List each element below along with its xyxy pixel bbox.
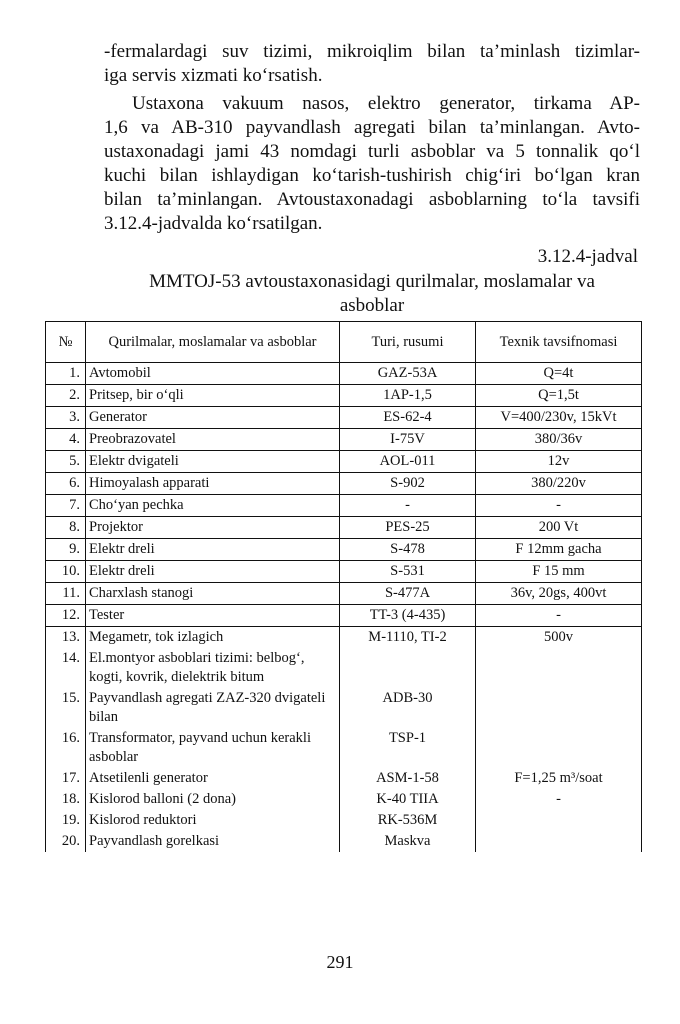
cell-number: 7. [46,495,86,517]
cell-spec: 380/220v [476,473,642,495]
table-row [46,429,642,451]
cell-spec: Q=4t [476,363,642,385]
cell-spec: F 15 mm [476,561,642,583]
cell-number: 20. [46,831,86,852]
cell-name: Transformator, payvand uchun kerakli asboblar [86,728,340,768]
cell-number: 5. [46,451,86,473]
text-line: -fermalardagi suv tizimi, mikroiqlim bilan ta’minlash tizimlar- [104,41,640,62]
cell-number: 2. [46,385,86,407]
table-header-row [46,322,642,363]
cell-number: 13. [46,627,86,649]
cell-number: 1. [46,363,86,385]
text-line: Ustaxona vakuum nasos, elektro generator, tirkama AP- [132,93,640,114]
cell-number: 6. [46,473,86,495]
cell-type [340,648,476,688]
cell-type: PES-25 [340,517,476,539]
cell-spec: 36v, 20gs, 400vt [476,583,642,605]
cell-name: Elektr dvigateli [86,451,340,473]
table-row [46,495,642,517]
cell-name: Pritsep, bir o‘qli [86,385,340,407]
cell-name: Projektor [86,517,340,539]
cell-spec: 500v [476,627,642,649]
cell-number: 18. [46,789,86,810]
cell-number: 19. [46,810,86,831]
table-row [46,789,642,810]
cell-name: Elektr dreli [86,561,340,583]
table-row [46,561,642,583]
table-row [46,627,642,649]
table-row [46,583,642,605]
equipment-table [45,321,642,852]
cell-name: Kislorod reduktori [86,810,340,831]
cell-spec [476,648,642,688]
cell-type: 1AP-1,5 [340,385,476,407]
cell-name: Tester [86,605,340,627]
cell-spec: 380/36v [476,429,642,451]
text-line: kuchi bilan ishlaydigan ko‘tarish-tushirish chig‘iri bo‘lgan kran [104,165,640,186]
cell-number: 12. [46,605,86,627]
cell-name: Payvandlash agregati ZAZ-320 dvigateli bilan [86,688,340,728]
cell-number: 15. [46,688,86,728]
table-row [46,539,642,561]
header-number: № [46,322,86,363]
cell-type: S-531 [340,561,476,583]
cell-name: Himoyalash apparati [86,473,340,495]
cell-name: Elektr dreli [86,539,340,561]
header-name: Qurilmalar, moslamalar va asboblar [86,322,340,363]
cell-spec: F 12mm gacha [476,539,642,561]
cell-type: RK-536M [340,810,476,831]
workshop-paragraph [104,92,640,236]
table-row [46,385,642,407]
text-line: ustaxonadagi jami 43 nomdagi turli asboblar va 5 tonnalik qo‘l [104,141,640,162]
cell-name: Preobrazovatel [86,429,340,451]
cell-type: AOL-011 [340,451,476,473]
cell-type: ASM-1-58 [340,768,476,789]
cell-type: K-40 TIIA [340,789,476,810]
cell-spec: Q=1,5t [476,385,642,407]
cell-type: GAZ-53A [340,363,476,385]
cell-type: ES-62-4 [340,407,476,429]
cell-spec [476,728,642,768]
cell-spec: - [476,605,642,627]
cell-type: M-1110, TI-2 [340,627,476,649]
page-number: 291 [326,952,354,972]
cell-name: Avtomobil [86,363,340,385]
cell-name: Kislorod balloni (2 dona) [86,789,340,810]
cell-number: 14. [46,648,86,688]
text-line: bilan ta’minlangan. Avtoustaxonadagi asboblarning to‘la tavsifi [104,189,640,210]
table-row [46,407,642,429]
cell-name: El.montyor asboblari tizimi: belbog‘, kogti, kovrik, dielektrik bitum [86,648,340,688]
cell-number: 17. [46,768,86,789]
cell-number: 10. [46,561,86,583]
cell-spec: V=400/230v, 15kVt [476,407,642,429]
cell-type: S-477A [340,583,476,605]
table-body [46,363,642,853]
cell-number: 9. [46,539,86,561]
cell-type: ADB-30 [340,688,476,728]
table-number: 3.12.4-jadval [537,246,638,267]
cell-name: Generator [86,407,340,429]
caption-line: asboblar [339,295,405,316]
cell-spec [476,810,642,831]
cell-number: 16. [46,728,86,768]
table-caption [104,270,640,318]
table-row [46,473,642,495]
cell-number: 4. [46,429,86,451]
text-line: 3.12.4-jadvalda ko‘rsatilgan. [104,213,323,234]
text-line: 1,6 va AB-310 payvandlash agregati bilan ta’minlangan. Avto- [104,117,640,138]
cell-type: S-902 [340,473,476,495]
table-row [46,768,642,789]
table-row [46,831,642,852]
cell-spec [476,688,642,728]
cell-spec: F=1,25 m³/soat [476,768,642,789]
table-row [46,605,642,627]
cell-name: Charxlash stanogi [86,583,340,605]
cell-type: S-478 [340,539,476,561]
table-row [46,810,642,831]
cell-spec: - [476,789,642,810]
caption-line: MMTOJ-53 avtoustaxonasidagi qurilmalar, moslamalar va [149,271,595,292]
cell-name: Payvandlash gorelkasi [86,831,340,852]
cell-number: 11. [46,583,86,605]
intro-paragraph [104,40,640,88]
cell-name: Atsetilenli generator [86,768,340,789]
cell-name: Megametr, tok izlagich [86,627,340,649]
text-line: iga servis xizmati ko‘rsatish. [104,65,323,86]
cell-type: TSP-1 [340,728,476,768]
table-row [46,451,642,473]
cell-number: 8. [46,517,86,539]
table-row [46,517,642,539]
cell-spec: 12v [476,451,642,473]
cell-number: 3. [46,407,86,429]
cell-type: I-75V [340,429,476,451]
table-row [46,648,642,688]
header-spec: Texnik tavsifnomasi [476,322,642,363]
table-row [46,363,642,385]
table-row [46,688,642,728]
cell-type: TT-3 (4-435) [340,605,476,627]
table-row [46,728,642,768]
cell-type: Maskva [340,831,476,852]
cell-type: - [340,495,476,517]
cell-spec [476,831,642,852]
cell-spec: 200 Vt [476,517,642,539]
cell-spec: - [476,495,642,517]
cell-name: Cho‘yan pechka [86,495,340,517]
header-type: Turi, rusumi [340,322,476,363]
